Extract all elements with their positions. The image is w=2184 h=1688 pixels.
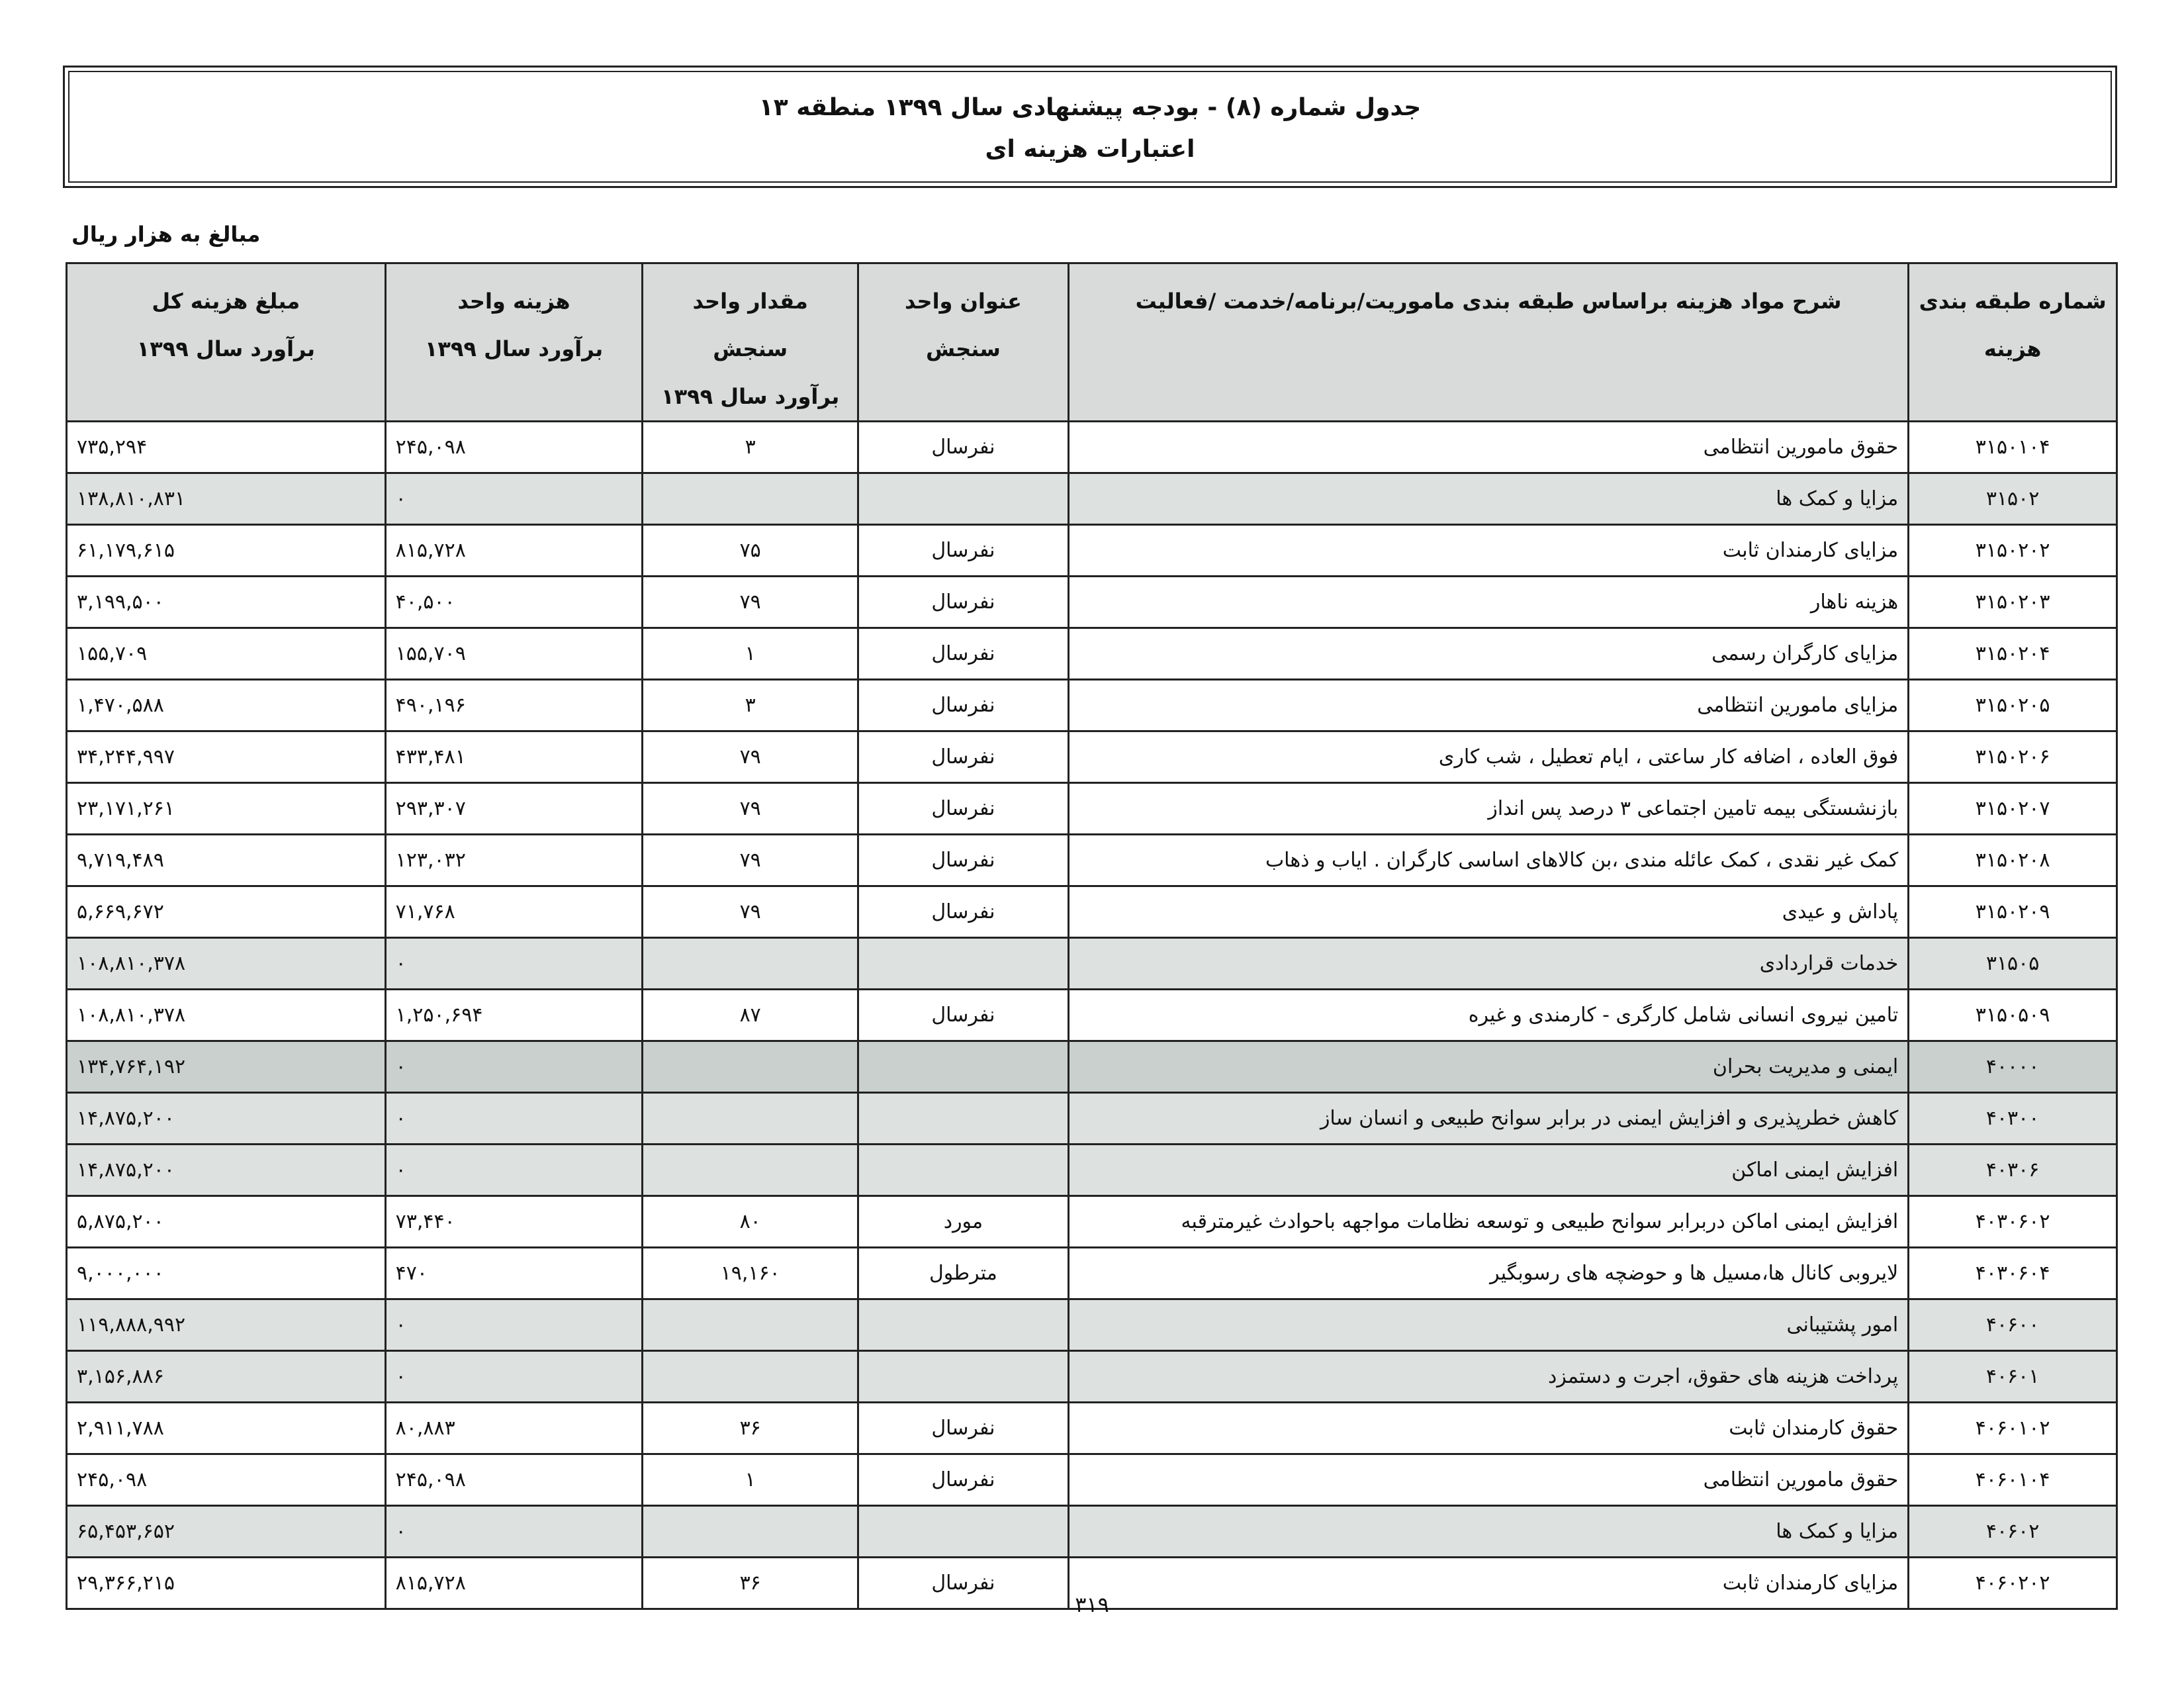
cell-code: ۴۰۳۰۶ [1909,1145,2117,1196]
budget-table [66,262,2118,1610]
cell-unit-cost: ۲۴۵,۰۹۸ [385,422,643,473]
cell-desc: امور پشتیبانی [1068,1299,1908,1351]
cell-total: ۹,۰۰۰,۰۰۰ [67,1248,386,1299]
cell-desc: تامین نیروی انسانی شامل کارگری - کارمندی و غیره [1068,990,1908,1041]
cell-total: ۶۵,۴۵۳,۶۵۲ [67,1506,386,1558]
cell-desc: ایمنی و مدیریت بحران [1068,1041,1908,1093]
cell-desc: لایروبی کانال ها،مسیل ها و حوضچه های رسوبگیر [1068,1248,1908,1299]
cell-unit-cost: ۴۷۰ [385,1248,643,1299]
header-code [1909,263,2117,422]
table-row [67,628,2117,680]
header-code-line2: هزینه [1983,336,2042,361]
cell-desc: حقوق مامورین انتظامی [1068,422,1908,473]
page-number: ۳۱۹ [1075,1592,1109,1617]
title-box [63,66,2117,188]
cell-qty: ۷۹ [643,783,858,835]
cell-unit-cost: ۱۲۳,۰۳۲ [385,835,643,886]
cell-desc: مزایا و کمک ها [1068,1506,1908,1558]
cell-qty: ۷۹ [643,886,858,938]
cell-qty: ۸۷ [643,990,858,1041]
cell-qty [643,1351,858,1403]
cell-total: ۳,۱۹۹,۵۰۰ [67,577,386,628]
header-unit-cost [385,263,643,422]
table-row [67,1041,2117,1093]
cell-unit-cost: ۲۹۳,۳۰۷ [385,783,643,835]
cell-qty: ۱ [643,628,858,680]
cell-qty: ۷۹ [643,835,858,886]
cell-total: ۱۴,۸۷۵,۲۰۰ [67,1093,386,1145]
header-desc-line1: شرح مواد هزینه براساس طبقه بندی ماموریت/برنامه/خدمت /فعالیت [1135,289,1842,314]
cell-code: ۴۰۳۰۶۰۲ [1909,1196,2117,1248]
cell-unit-cost: ۱,۲۵۰,۶۹۴ [385,990,643,1041]
cell-desc: پاداش و عیدی [1068,886,1908,938]
cell-unit-cost: ۰ [385,1299,643,1351]
cell-unit: نفرسال [858,525,1069,577]
table-body [67,422,2117,1609]
table-row [67,680,2117,731]
cell-code: ۴۰۶۰۰ [1909,1299,2117,1351]
cell-desc: مزایا و کمک ها [1068,473,1908,525]
cell-unit: نفرسال [858,1454,1069,1506]
cell-desc: افزایش ایمنی اماکن دربرابر سوانح طبیعی و توسعه نظامات مواجهه باحوادث غیرمترقبه [1068,1196,1908,1248]
cell-unit-cost: ۸۱۵,۷۲۸ [385,1558,643,1609]
cell-qty: ۷۵ [643,525,858,577]
table-row [67,1093,2117,1145]
cell-total: ۱۰۸,۸۱۰,۳۷۸ [67,938,386,990]
cell-total: ۲۳,۱۷۱,۲۶۱ [67,783,386,835]
cell-desc: بازنشستگی بیمه تامین اجتماعی ۳ درصد پس انداز [1068,783,1908,835]
cell-desc: کاهش خطرپذیری و افزایش ایمنی در برابر سوانح طبیعی و انسان ساز [1068,1093,1908,1145]
cell-unit-cost: ۰ [385,1351,643,1403]
header-qty-line1: مقدار واحد سنجش [692,289,808,361]
cell-qty [643,1506,858,1558]
cell-unit: نفرسال [858,731,1069,783]
cell-unit [858,938,1069,990]
cell-qty: ۱ [643,1454,858,1506]
cell-code: ۴۰۶۰۲۰۲ [1909,1558,2117,1609]
cell-unit-cost: ۸۰,۸۸۳ [385,1403,643,1454]
cell-desc: حقوق کارمندان ثابت [1068,1403,1908,1454]
cell-total: ۲۹,۳۶۶,۲۱۵ [67,1558,386,1609]
table-row [67,731,2117,783]
header-unit-line1: عنوان واحد سنجش [905,289,1022,361]
cell-code: ۳۱۵۰۲۰۴ [1909,628,2117,680]
cell-unit: نفرسال [858,835,1069,886]
cell-code: ۴۰۶۰۲ [1909,1506,2117,1558]
cell-qty [643,1145,858,1196]
cell-qty [643,1299,858,1351]
cell-total: ۱۳۴,۷۶۴,۱۹۲ [67,1041,386,1093]
cell-qty [643,1041,858,1093]
header-total-line1: مبلغ هزینه کل [152,289,300,314]
cell-code: ۳۱۵۰۲۰۵ [1909,680,2117,731]
table-row [67,1454,2117,1506]
cell-code: ۳۱۵۰۲۰۳ [1909,577,2117,628]
header-total [67,263,386,422]
table-row [67,835,2117,886]
cell-total: ۲,۹۱۱,۷۸۸ [67,1403,386,1454]
cell-unit-cost: ۴۰,۵۰۰ [385,577,643,628]
cell-total: ۱۵۵,۷۰۹ [67,628,386,680]
cell-unit: نفرسال [858,990,1069,1041]
cell-qty: ۳ [643,422,858,473]
cell-unit: نفرسال [858,1558,1069,1609]
cell-total: ۷۳۵,۲۹۴ [67,422,386,473]
cell-unit [858,1041,1069,1093]
cell-unit-cost: ۰ [385,1145,643,1196]
page-subtitle: اعتبارات هزینه ای [985,136,1195,163]
cell-desc: فوق العاده ، اضافه کار ساعتی ، ایام تعطیل ، شب کاری [1068,731,1908,783]
cell-total: ۵,۸۷۵,۲۰۰ [67,1196,386,1248]
cell-unit-cost: ۴۳۳,۴۸۱ [385,731,643,783]
header-unit-cost-line2: برآورد سال ۱۳۹۹ [424,336,604,361]
cell-unit-cost: ۱۵۵,۷۰۹ [385,628,643,680]
table-row [67,1145,2117,1196]
cell-qty [643,938,858,990]
cell-desc: خدمات قراردادی [1068,938,1908,990]
table-row [67,886,2117,938]
cell-desc: مزایای مامورین انتظامی [1068,680,1908,731]
table-row [67,422,2117,473]
cell-unit-cost: ۲۴۵,۰۹۸ [385,1454,643,1506]
table-row [67,577,2117,628]
header-row [67,263,2117,422]
cell-code: ۳۱۵۰۲۰۶ [1909,731,2117,783]
cell-unit [858,473,1069,525]
header-total-line2: برآورد سال ۱۳۹۹ [136,336,315,361]
units-note: مبالغ به هزار ریال [71,222,261,247]
table-row [67,1248,2117,1299]
cell-qty: ۷۹ [643,577,858,628]
table-row [67,525,2117,577]
cell-code: ۴۰۶۰۱۰۲ [1909,1403,2117,1454]
cell-unit: نفرسال [858,628,1069,680]
table-row [67,1506,2117,1558]
table-row [67,938,2117,990]
cell-unit [858,1145,1069,1196]
cell-unit-cost: ۸۱۵,۷۲۸ [385,525,643,577]
cell-total: ۵,۶۶۹,۶۷۲ [67,886,386,938]
cell-total: ۲۴۵,۰۹۸ [67,1454,386,1506]
table-row [67,1351,2117,1403]
cell-unit: نفرسال [858,422,1069,473]
cell-code: ۳۱۵۰۵ [1909,938,2117,990]
cell-code: ۳۱۵۰۲۰۹ [1909,886,2117,938]
cell-total: ۳۴,۲۴۴,۹۹۷ [67,731,386,783]
cell-qty: ۱۹,۱۶۰ [643,1248,858,1299]
table-row [67,783,2117,835]
cell-code: ۴۰۶۰۱۰۴ [1909,1454,2117,1506]
page-title: جدول شماره (۸) - بودجه پیشنهادی سال ۱۳۹۹ منطقه ۱۳ [758,94,1422,121]
cell-total: ۱,۴۷۰,۵۸۸ [67,680,386,731]
cell-unit-cost: ۴۹۰,۱۹۶ [385,680,643,731]
cell-qty [643,1093,858,1145]
cell-code: ۴۰۰۰۰ [1909,1041,2117,1093]
cell-unit [858,1093,1069,1145]
table-row [67,1403,2117,1454]
cell-total: ۱۱۹,۸۸۸,۹۹۲ [67,1299,386,1351]
header-unit [858,263,1069,422]
cell-desc: کمک غیر نقدی ، کمک عائله مندی ،بن کالاهای اساسی کارگران . ایاب و ذهاب [1068,835,1908,886]
cell-qty: ۷۹ [643,731,858,783]
cell-code: ۳۱۵۰۵۰۹ [1909,990,2117,1041]
cell-code: ۴۰۳۰۶۰۴ [1909,1248,2117,1299]
cell-unit: مترطول [858,1248,1069,1299]
cell-desc: هزینه ناهار [1068,577,1908,628]
cell-unit: نفرسال [858,577,1069,628]
cell-unit [858,1299,1069,1351]
header-desc [1068,263,1908,422]
cell-code: ۳۱۵۰۲۰۷ [1909,783,2117,835]
table-row [67,990,2117,1041]
cell-unit: نفرسال [858,886,1069,938]
header-qty-line2: برآورد سال ۱۳۹۹ [661,384,840,409]
header-unit-cost-line1: هزینه واحد [457,289,570,314]
cell-total: ۶۱,۱۷۹,۶۱۵ [67,525,386,577]
cell-unit-cost: ۷۱,۷۶۸ [385,886,643,938]
cell-unit [858,1351,1069,1403]
cell-unit-cost: ۰ [385,938,643,990]
cell-qty: ۳ [643,680,858,731]
cell-unit-cost: ۰ [385,1506,643,1558]
cell-unit-cost: ۷۳,۴۴۰ [385,1196,643,1248]
cell-total: ۱۴,۸۷۵,۲۰۰ [67,1145,386,1196]
table-row [67,1299,2117,1351]
cell-unit: نفرسال [858,1403,1069,1454]
cell-code: ۳۱۵۰۲ [1909,473,2117,525]
cell-qty: ۸۰ [643,1196,858,1248]
cell-total: ۳,۱۵۶,۸۸۶ [67,1351,386,1403]
cell-unit-cost: ۰ [385,1093,643,1145]
cell-desc: مزایای کارمندان ثابت [1068,525,1908,577]
cell-unit-cost: ۰ [385,473,643,525]
cell-unit-cost: ۰ [385,1041,643,1093]
header-code-line1: شماره طبقه بندی [1919,289,2107,314]
cell-code: ۴۰۳۰۰ [1909,1093,2117,1145]
cell-total: ۱۳۸,۸۱۰,۸۳۱ [67,473,386,525]
cell-desc: حقوق مامورین انتظامی [1068,1454,1908,1506]
cell-total: ۹,۷۱۹,۴۸۹ [67,835,386,886]
cell-total: ۱۰۸,۸۱۰,۳۷۸ [67,990,386,1041]
cell-unit: نفرسال [858,783,1069,835]
cell-code: ۳۱۵۰۱۰۴ [1909,422,2117,473]
cell-unit [858,1506,1069,1558]
cell-desc: مزایای کارگران رسمی [1068,628,1908,680]
cell-code: ۴۰۶۰۱ [1909,1351,2117,1403]
cell-qty [643,473,858,525]
cell-desc: مزایای کارمندان ثابت [1068,1558,1908,1609]
cell-code: ۳۱۵۰۲۰۸ [1909,835,2117,886]
cell-qty: ۳۶ [643,1558,858,1609]
cell-unit: مورد [858,1196,1069,1248]
cell-desc: پرداخت هزینه های حقوق، اجرت و دستمزد [1068,1351,1908,1403]
table-row [67,1196,2117,1248]
cell-unit: نفرسال [858,680,1069,731]
cell-code: ۳۱۵۰۲۰۲ [1909,525,2117,577]
cell-desc: افزایش ایمنی اماکن [1068,1145,1908,1196]
table-row [67,473,2117,525]
header-qty [643,263,858,422]
cell-qty: ۳۶ [643,1403,858,1454]
